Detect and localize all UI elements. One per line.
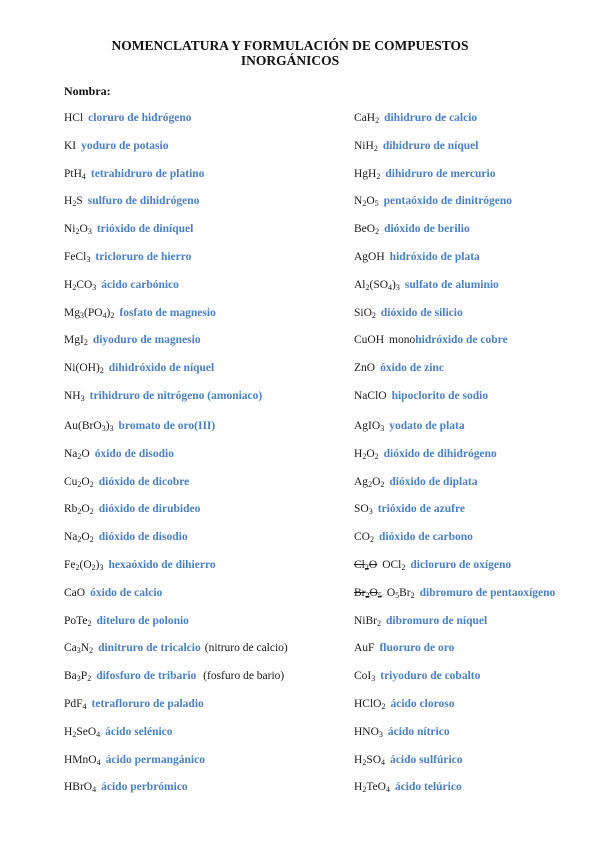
compound-name: diteluro de polonio bbox=[96, 614, 189, 627]
compound-name: óxido de zinc bbox=[380, 362, 444, 375]
left-row bbox=[64, 167, 204, 181]
compound-name: triyoduro de cobalto bbox=[380, 670, 481, 683]
chemical-formula: $Rb_2O_2$ bbox=[64, 503, 94, 517]
compound-name: cloruro de hidrógeno bbox=[88, 112, 192, 124]
compound-name: ácido permangánico bbox=[105, 753, 205, 766]
compound-name: ácido carbónico bbox=[101, 278, 179, 291]
compound-name: dihidróxido de níquel bbox=[108, 362, 215, 375]
chemical-formula: NiH$_2$ bbox=[354, 139, 378, 153]
chemical-formula: SiO$_2$ bbox=[354, 306, 376, 320]
compound-name: ácido nítrico bbox=[387, 725, 450, 738]
chemical-formula: $NH_3$ bbox=[64, 390, 85, 403]
chemical-formula: PdF$_4$ bbox=[64, 698, 87, 711]
compound-name: dióxido de dirubideo bbox=[98, 503, 201, 516]
right-row bbox=[354, 167, 495, 181]
left-row bbox=[64, 250, 191, 264]
right-row bbox=[354, 753, 463, 767]
chemical-formula: $Al_2(SO_4)_3$ bbox=[354, 278, 400, 292]
left-row bbox=[64, 697, 204, 711]
chemical-formula: $H_2S$ bbox=[64, 195, 83, 209]
compound-name: dióxido de diplata bbox=[389, 475, 478, 488]
chemical-formula: $Na_2O_2$ bbox=[64, 531, 94, 545]
compound-name: trióxido de diníquel bbox=[96, 223, 194, 236]
chemical-formula: AuF bbox=[354, 642, 375, 655]
chemical-formula: FeCl$_3$ bbox=[64, 251, 91, 264]
left-row bbox=[64, 278, 179, 292]
left-row bbox=[64, 447, 174, 461]
compound-name: dihidruro de mercurio bbox=[385, 167, 496, 180]
right-row bbox=[354, 614, 487, 628]
chemical-formula: $Fe_2(O_2)_3$ bbox=[64, 559, 104, 572]
title-line-1: NOMENCLATURA Y FORMULACIÓN DE COMPUESTOS bbox=[111, 38, 469, 53]
left-row bbox=[64, 111, 191, 125]
compound-name: óxido de calcio bbox=[90, 586, 163, 599]
right-row bbox=[354, 447, 497, 461]
left-row bbox=[64, 558, 216, 572]
chemical-formula: $Cu_2O_2$ bbox=[64, 475, 94, 489]
right-row bbox=[354, 502, 465, 516]
left-row bbox=[64, 614, 189, 628]
compound-name: ácido selénico bbox=[105, 725, 173, 738]
compound-name: sulfuro de dihidrógeno bbox=[87, 195, 200, 208]
compound-name: dinitruro de tricalcio bbox=[98, 642, 201, 655]
compound-name: bromato de oro(III) bbox=[118, 420, 216, 432]
right-row bbox=[354, 250, 480, 264]
right-row bbox=[354, 139, 478, 153]
right-row bbox=[354, 586, 555, 600]
struck-formula: $Cl_2O$ bbox=[354, 559, 378, 572]
chemical-formula: $H_2TeO_4$ bbox=[354, 781, 390, 795]
chemical-formula: $Mg_3(PO_4)_2$ bbox=[64, 306, 115, 320]
compound-name: hexaóxido de dihierro bbox=[108, 559, 216, 571]
right-row bbox=[354, 222, 470, 236]
compound-name: trióxido de azufre bbox=[377, 503, 466, 516]
right-row bbox=[354, 278, 499, 292]
compound-name: hipoclorito de sodio bbox=[391, 390, 489, 402]
left-row bbox=[64, 222, 193, 236]
chemical-formula: KI bbox=[64, 139, 77, 152]
right-row bbox=[354, 333, 508, 347]
chemical-formula: PtH$_4$ bbox=[64, 167, 86, 181]
chemical-formula: HCl bbox=[64, 112, 84, 124]
chemical-formula: $Na_2O$ bbox=[64, 447, 90, 461]
compound-name: ácido sulfúrico bbox=[390, 753, 463, 766]
compound-name: difosfuro de tribario bbox=[96, 670, 197, 683]
compound-name: hidróxido de plata bbox=[389, 251, 480, 263]
chemical-formula: $H_2SO_4$ bbox=[354, 753, 386, 767]
chemical-formula: NiBr$_2$ bbox=[354, 614, 381, 628]
compound-name: dióxido de berilio bbox=[384, 223, 470, 236]
compound-name: ácido telúrico bbox=[394, 781, 462, 794]
left-row bbox=[64, 361, 214, 375]
compound-name: hidróxido de cobre bbox=[415, 334, 508, 347]
compound-name: tetrahidruro de platino bbox=[90, 167, 205, 180]
right-row bbox=[354, 697, 454, 711]
struck-formula: $Br_2O_5$ bbox=[354, 586, 382, 600]
chemical-formula: ZnO bbox=[354, 362, 376, 375]
left-row bbox=[64, 419, 215, 433]
left-row bbox=[64, 306, 216, 320]
chemical-formula: $CO_2$ bbox=[354, 531, 374, 545]
left-row bbox=[64, 725, 173, 739]
right-row bbox=[354, 669, 480, 683]
document-title bbox=[60, 38, 520, 68]
left-row bbox=[64, 780, 188, 794]
chemical-formula: CaO bbox=[64, 586, 86, 599]
compound-name: fluoruro de oro bbox=[379, 642, 455, 655]
chemical-formula: $H_2SeO_4$ bbox=[64, 725, 101, 739]
chemical-formula: $H_2O_2$ bbox=[354, 447, 379, 461]
right-row bbox=[354, 530, 473, 544]
right-row bbox=[354, 725, 450, 739]
chemical-formula: $Ag_2O_2$ bbox=[354, 475, 385, 489]
compound-name: dióxido de carbono bbox=[378, 531, 473, 544]
right-row bbox=[354, 111, 477, 125]
chemical-formula: MgI$_2$ bbox=[64, 334, 88, 348]
chemical-formula: AgIO$_3$ bbox=[354, 420, 385, 433]
compound-name: dibromuro de pentaoxígeno bbox=[419, 586, 556, 599]
chemical-formula: $Ca_3N_2$ bbox=[64, 642, 94, 656]
right-row bbox=[354, 306, 463, 320]
compound-name: dicloruro de oxígeno bbox=[410, 559, 512, 571]
right-row bbox=[354, 361, 444, 375]
compound-name: yoduro de potasio bbox=[81, 139, 169, 152]
right-row bbox=[354, 419, 465, 433]
right-row bbox=[354, 641, 454, 655]
chemical-formula: CaH$_2$ bbox=[354, 112, 380, 125]
right-row bbox=[354, 194, 512, 208]
subheading: Nombra: bbox=[64, 84, 111, 98]
chemical-formula: $N_2O_5$ bbox=[354, 195, 379, 209]
compound-name: dióxido de dicobre bbox=[98, 475, 190, 488]
chemical-formula: HMnO$_4$ bbox=[64, 753, 101, 767]
compound-note: (nitruro de calcio) bbox=[204, 642, 288, 655]
chemical-formula: NaClO bbox=[354, 390, 387, 402]
compound-name: dihidruro de níquel bbox=[382, 139, 479, 152]
chemical-formula: $H_2CO_3$ bbox=[64, 278, 97, 292]
compound-name: sulfato de aluminio bbox=[404, 278, 499, 291]
compound-name: tetrafloruro de paladio bbox=[91, 698, 204, 710]
chemical-formula: HBrO$_4$ bbox=[64, 781, 97, 795]
left-row bbox=[64, 641, 288, 655]
left-row bbox=[64, 389, 262, 403]
chemical-formula: HClO$_2$ bbox=[354, 698, 386, 711]
compound-name: ácido cloroso bbox=[390, 698, 455, 710]
compound-name: fosfato de magnesio bbox=[119, 306, 216, 319]
left-row bbox=[64, 530, 188, 544]
compound-name: dióxido de disodio bbox=[98, 531, 188, 544]
chemical-formula: $SO_3$ bbox=[354, 503, 373, 517]
chemical-formula: HgH$_2$ bbox=[354, 167, 381, 181]
chemical-formula: BeO$_2$ bbox=[354, 223, 380, 237]
compound-name: dióxido de silicio bbox=[380, 306, 463, 319]
chemical-formula: PoTe$_2$ bbox=[64, 614, 92, 628]
title-line-2: INORGÁNICOS bbox=[240, 53, 340, 68]
chemical-formula: $Au(BrO_3)_3$ bbox=[64, 420, 114, 433]
name-prefix: mono bbox=[389, 334, 416, 347]
right-row bbox=[354, 475, 478, 489]
chemical-formula: $O_5Br_2$ bbox=[386, 586, 415, 600]
left-row bbox=[64, 139, 168, 153]
compound-name: yodato de plata bbox=[389, 420, 465, 432]
chemical-formula: OCl$_2$ bbox=[382, 559, 406, 572]
left-row bbox=[64, 502, 200, 516]
compound-name: pentaóxido de dinitrógeno bbox=[383, 195, 513, 208]
compound-name: trihidruro de nitrógeno (amoniaco) bbox=[89, 390, 263, 402]
compound-name: tricloruro de hierro bbox=[95, 251, 192, 263]
left-row bbox=[64, 475, 189, 489]
compound-name: dióxido de dihidrógeno bbox=[383, 447, 497, 460]
left-row bbox=[64, 669, 284, 683]
chemical-formula: $Ni(OH)_2$ bbox=[64, 362, 104, 376]
compound-name: dihidruro de calcio bbox=[384, 112, 478, 124]
right-row bbox=[354, 389, 488, 403]
chemical-formula: CoI$_3$ bbox=[354, 670, 376, 684]
left-row bbox=[64, 333, 201, 347]
chemical-formula: AgOH bbox=[354, 251, 385, 263]
right-row bbox=[354, 780, 462, 794]
compound-name: dibromuro de níquel bbox=[386, 614, 488, 627]
chemical-formula: $Ni_2O_3$ bbox=[64, 223, 92, 237]
right-row bbox=[354, 558, 511, 572]
compound-note: (fosfuro de bario) bbox=[200, 670, 285, 683]
chemical-formula: CuOH bbox=[354, 334, 385, 347]
left-row bbox=[64, 586, 162, 600]
compound-name: diyoduro de magnesio bbox=[92, 334, 201, 347]
left-row bbox=[64, 753, 205, 767]
compound-name: ácido perbrómico bbox=[101, 781, 188, 794]
left-row bbox=[64, 194, 199, 208]
chemical-formula: $HNO_3$ bbox=[354, 725, 383, 739]
compound-name: óxido de disodio bbox=[94, 447, 174, 460]
chemical-formula: $Ba_3P_2$ bbox=[64, 670, 92, 684]
